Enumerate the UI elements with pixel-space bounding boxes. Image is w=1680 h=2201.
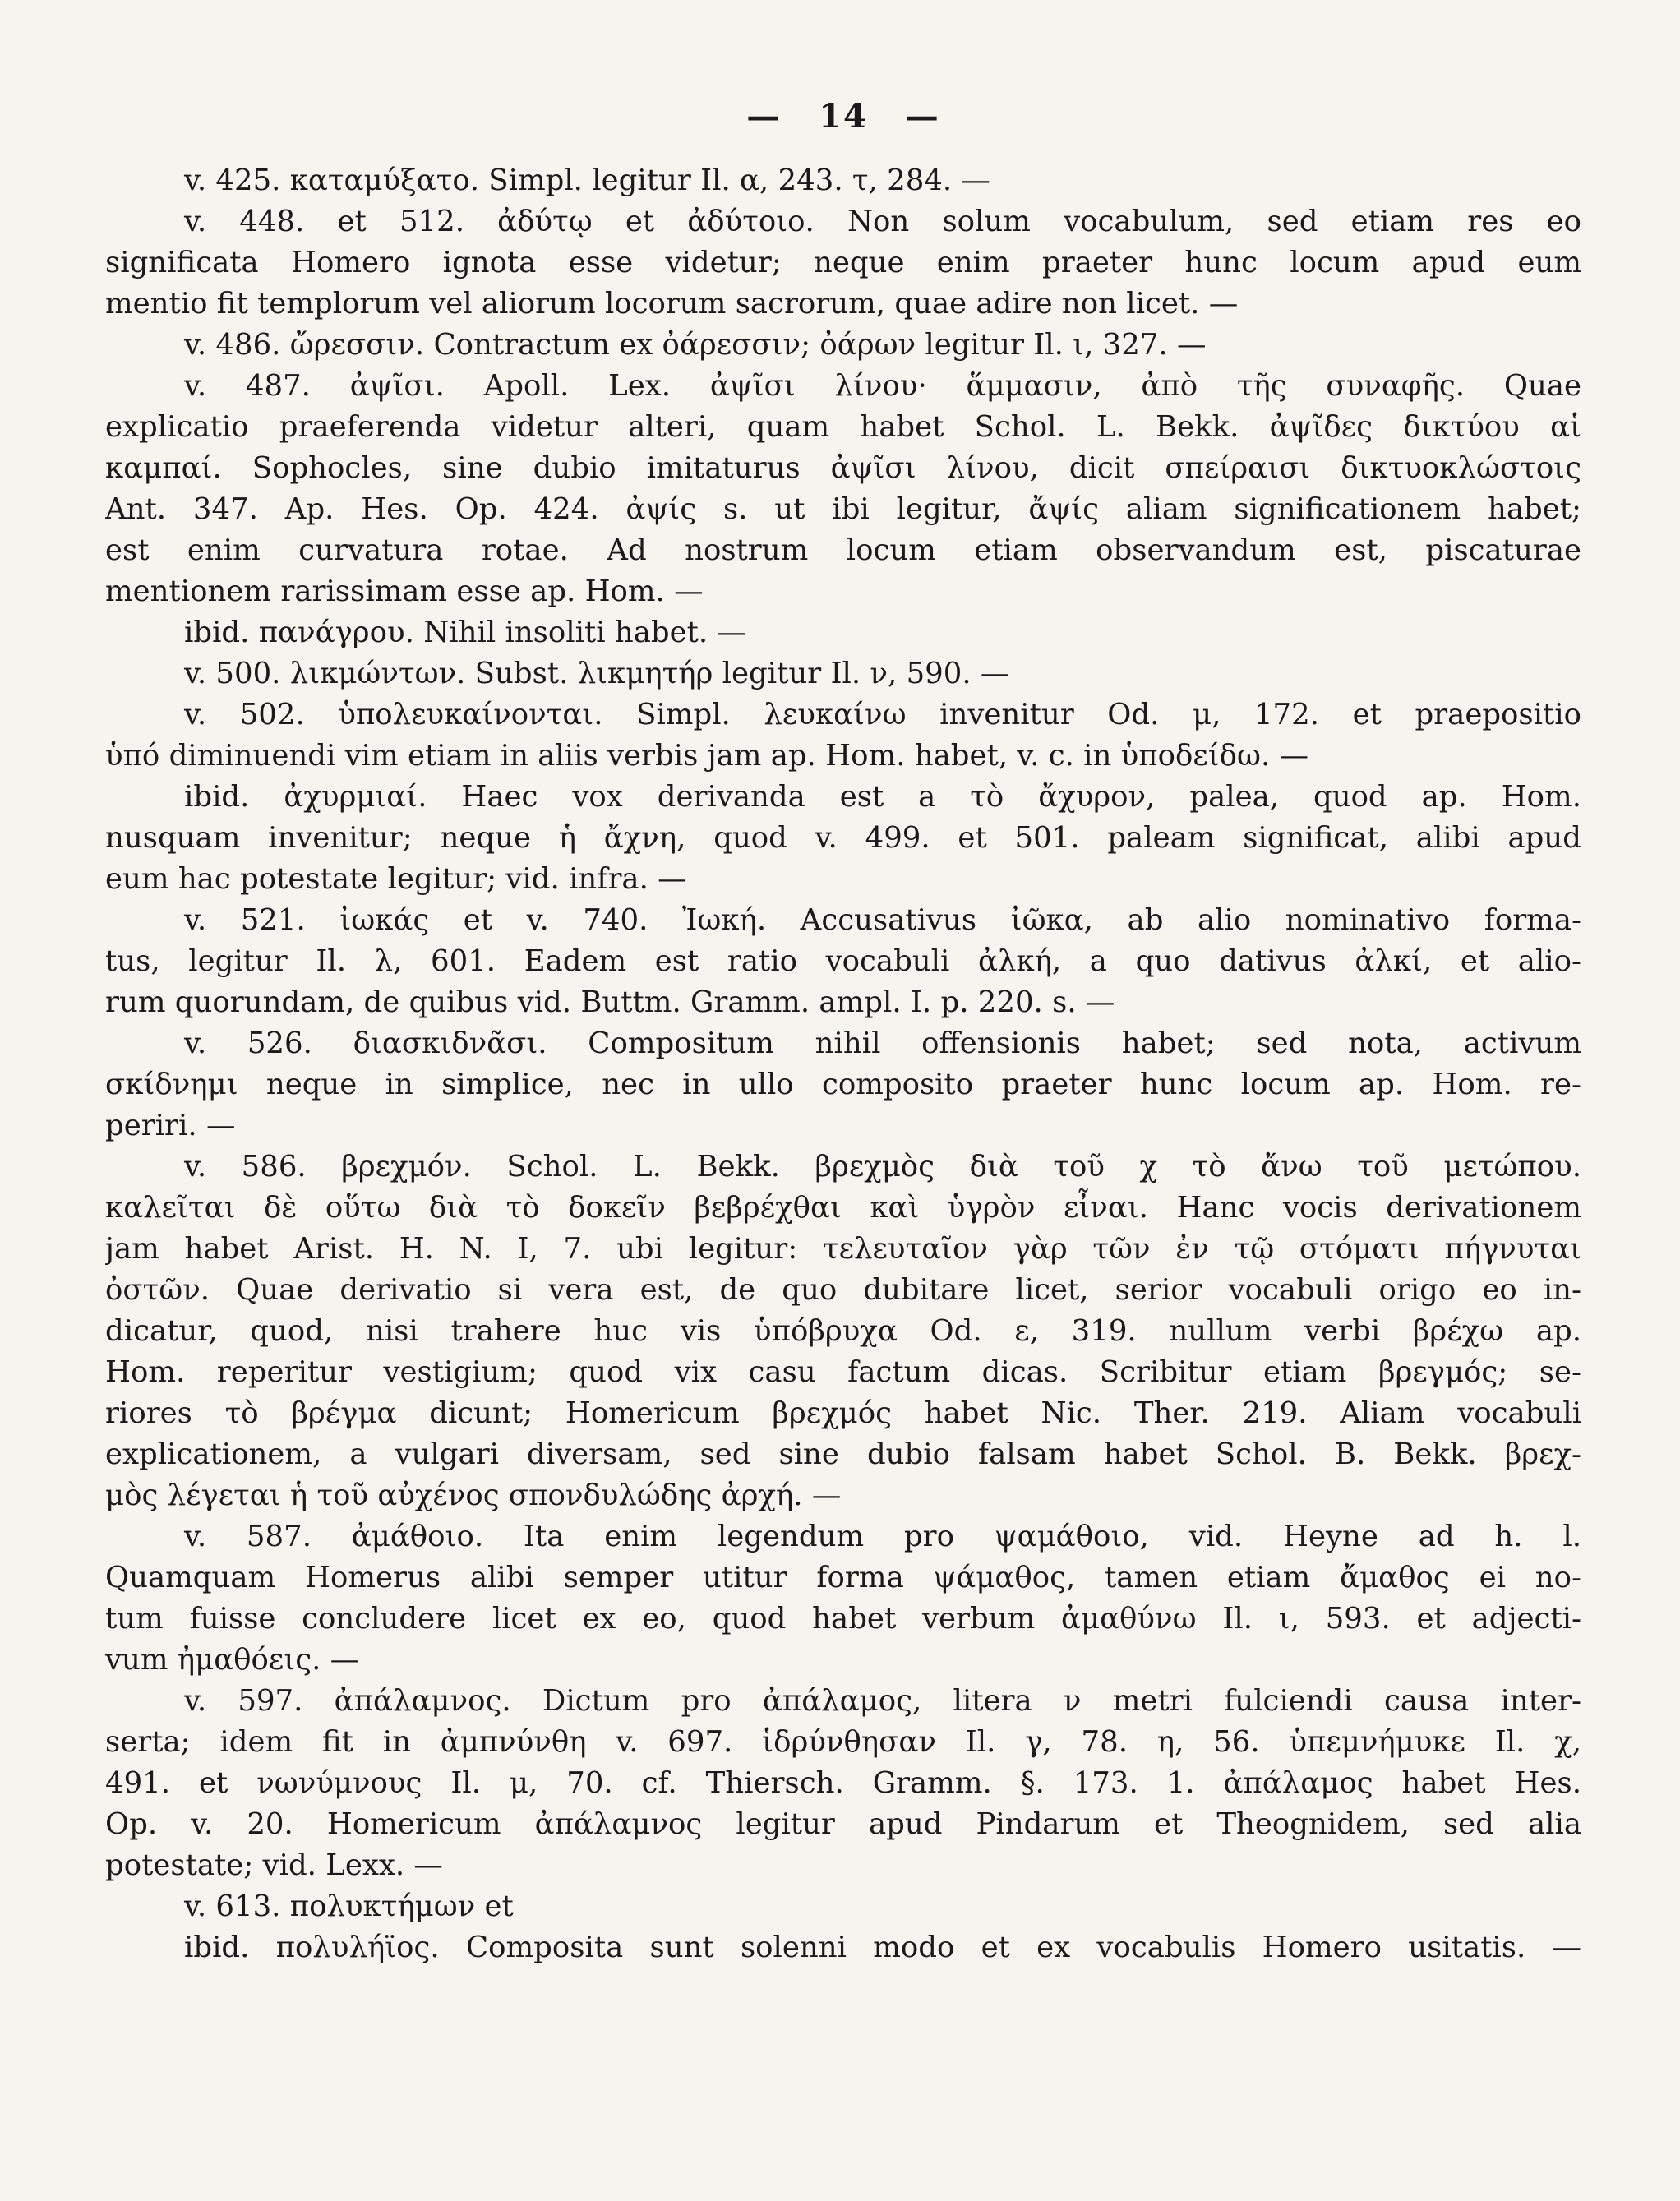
text-line-27: jam habet Arist. H. N. I, 7. ubi legitur: τελευταῖον γὰρ τῶν ἐν τῷ στόματι πήγνυται bbox=[105, 1232, 1581, 1266]
text-line-37: vum ἠμαθόεις. — bbox=[105, 1643, 360, 1677]
text-line-31: riores τὸ βρέγμα dicunt; Homericum βρεχμός habet Nic. Ther. 219. Aliam vocabuli bbox=[105, 1396, 1581, 1430]
text-line-2: v. 448. et 512. ἀδύτῳ et ἀδύτοιο. Non solum vocabulum, sed etiam res eo bbox=[184, 205, 1581, 238]
text-line-18: eum hac potestate legitur; vid. infra. — bbox=[105, 862, 687, 896]
text-line-20: tus, legitur Il. λ, 601. Eadem est ratio vocabuli ἀλκή, a quo dativus ἀλκί, et alio- bbox=[105, 944, 1581, 978]
text-line-40: 491. et νωνύμνους Il. μ, 70. cf. Thiersch. Gramm. §. 173. 1. ἀπάλαμος habet Hes. bbox=[105, 1766, 1581, 1800]
text-line-11: mentionem rarissimam esse ap. Hom. — bbox=[105, 574, 704, 608]
text-line-43: v. 613. πολυκτήμων et bbox=[184, 1890, 514, 1923]
text-line-10: est enim curvatura rotae. Ad nostrum locum etiam observandum est, piscaturae bbox=[105, 533, 1581, 567]
text-line-21: rum quorundam, de quibus vid. Buttm. Gramm. ampl. I. p. 220. s. — bbox=[105, 985, 1115, 1019]
text-line-4: mentio fit templorum vel aliorum locorum sacrorum, quae adire non licet. — bbox=[105, 287, 1239, 321]
text-line-28: ὀστῶν. Quae derivatio si vera est, de quo dubitare licet, serior vocabuli origo eo in- bbox=[105, 1273, 1581, 1307]
commentary-body bbox=[105, 160, 1581, 1968]
text-line-30: Hom. reperitur vestigium; quod vix casu factum dicas. Scribitur etiam βρεγμός; se- bbox=[105, 1355, 1581, 1389]
text-line-26: καλεῖται δὲ οὕτω διὰ τὸ δοκεῖν βεβρέχθαι καὶ ὑγρὸν εἶναι. Hanc vocis derivationem bbox=[105, 1191, 1581, 1225]
text-line-29: dicatur, quod, nisi trahere huc vis ὑπόβρυχα Od. ε, 319. nullum verbi βρέχω ap. bbox=[105, 1314, 1581, 1348]
text-line-3: significata Homero ignota esse videtur; neque enim praeter hunc locum apud eum bbox=[105, 246, 1581, 279]
text-line-8: καμπαί. Sophocles, sine dubio imitaturus ἀψῖσι λίνου, dicit σπείραισι δικτυοκλώστοις bbox=[105, 451, 1581, 485]
text-line-16: ibid. ἀχυρμιαί. Haec vox derivanda est a τὸ ἄχυρον, palea, quod ap. Hom. bbox=[184, 780, 1581, 814]
text-line-35: Quamquam Homerus alibi semper utitur forma ψάμαθος, tamen etiam ἄμαθος ei no- bbox=[105, 1561, 1581, 1594]
text-line-6: v. 487. ἀψῖσι. Apoll. Lex. ἀψῖσι λίνου· ἅμμασιν, ἀπὸ τῆς συναφῆς. Quae bbox=[184, 369, 1581, 403]
page-number-header bbox=[105, 97, 1581, 136]
header-dash-right: — bbox=[905, 97, 940, 136]
text-line-34: v. 587. ἀμάθοιο. Ita enim legendum pro ψαμάθοιο, vid. Heyne ad h. l. bbox=[184, 1520, 1581, 1553]
text-line-22: v. 526. διασκιδνᾶσι. Compositum nihil offensionis habet; sed nota, activum bbox=[184, 1027, 1581, 1060]
text-line-23: σκίδνημι neque in simplice, nec in ullo composito praeter hunc locum ap. Hom. re- bbox=[105, 1068, 1581, 1101]
text-line-33: μὸς λέγεται ἡ τοῦ αὐχένος σπονδυλώδης ἀρχή. — bbox=[105, 1479, 842, 1512]
text-line-9: Ant. 347. Ap. Hes. Op. 424. ἀψίς s. ut ibi legitur, ἄψίς aliam significationem habet; bbox=[105, 492, 1581, 526]
text-line-1: v. 425. καταμύξατο. Simpl. legitur Il. α, 243. τ, 284. — bbox=[184, 164, 990, 197]
page-number: 14 bbox=[819, 97, 868, 136]
text-line-41: Op. v. 20. Homericum ἀπάλαμνος legitur apud Pindarum et Theognidem, sed alia bbox=[105, 1807, 1581, 1841]
text-line-7: explicatio praeferenda videtur alteri, quam habet Schol. L. Bekk. ἀψῖδες δικτύου αἱ bbox=[105, 410, 1581, 444]
header-dash-left: — bbox=[746, 97, 782, 136]
text-line-24: periri. — bbox=[105, 1109, 236, 1142]
text-line-12: ibid. πανάγρου. Nihil insoliti habet. — bbox=[184, 616, 746, 649]
text-line-38: v. 597. ἀπάλαμνος. Dictum pro ἀπάλαμος, litera ν metri fulciendi causa inter- bbox=[184, 1684, 1581, 1718]
text-line-44: ibid. πολυλήϊος. Composita sunt solenni modo et ex vocabulis Homero usitatis. — bbox=[184, 1931, 1581, 1964]
text-line-17: nusquam invenitur; neque ἡ ἄχνη, quod v. 499. et 501. paleam significat, alibi apud bbox=[105, 821, 1581, 855]
text-line-25: v. 586. βρεχμόν. Schol. L. Bekk. βρεχμὸς διὰ τοῦ χ τὸ ἄνω τοῦ μετώπου. bbox=[184, 1150, 1581, 1184]
text-line-13: v. 500. λικμώντων. Subst. λικμητήρ legitur Il. ν, 590. — bbox=[184, 657, 1010, 690]
text-line-15: ὑπό diminuendi vim etiam in aliis verbis jam ap. Hom. habet, v. c. in ὑποδείδω. — bbox=[105, 739, 1309, 773]
text-line-32: explicationem, a vulgari diversam, sed sine dubio falsam habet Schol. B. Bekk. βρεχ- bbox=[105, 1437, 1581, 1471]
text-line-42: potestate; vid. Lexx. — bbox=[105, 1848, 443, 1882]
text-line-36: tum fuisse concludere licet ex eo, quod habet verbum ἀμαθύνω Il. ι, 593. et adjecti- bbox=[105, 1602, 1581, 1636]
text-line-19: v. 521. ἰωκάς et v. 740. Ἰωκή. Accusativus ἰῶκα, ab alio nominativo forma- bbox=[184, 903, 1581, 937]
text-line-5: v. 486. ὤρεσσιν. Contractum ex ὀάρεσσιν; ὀάρων legitur Il. ι, 327. — bbox=[184, 328, 1207, 362]
text-line-14: v. 502. ὑπολευκαίνονται. Simpl. λευκαίνω invenitur Od. μ, 172. et praepositio bbox=[184, 698, 1581, 731]
text-line-39: serta; idem fit in ἀμπνύνθη v. 697. ἱδρύνθησαν Il. γ, 78. η, 56. ὑπεμνήμυκε Il. χ, bbox=[105, 1725, 1581, 1759]
